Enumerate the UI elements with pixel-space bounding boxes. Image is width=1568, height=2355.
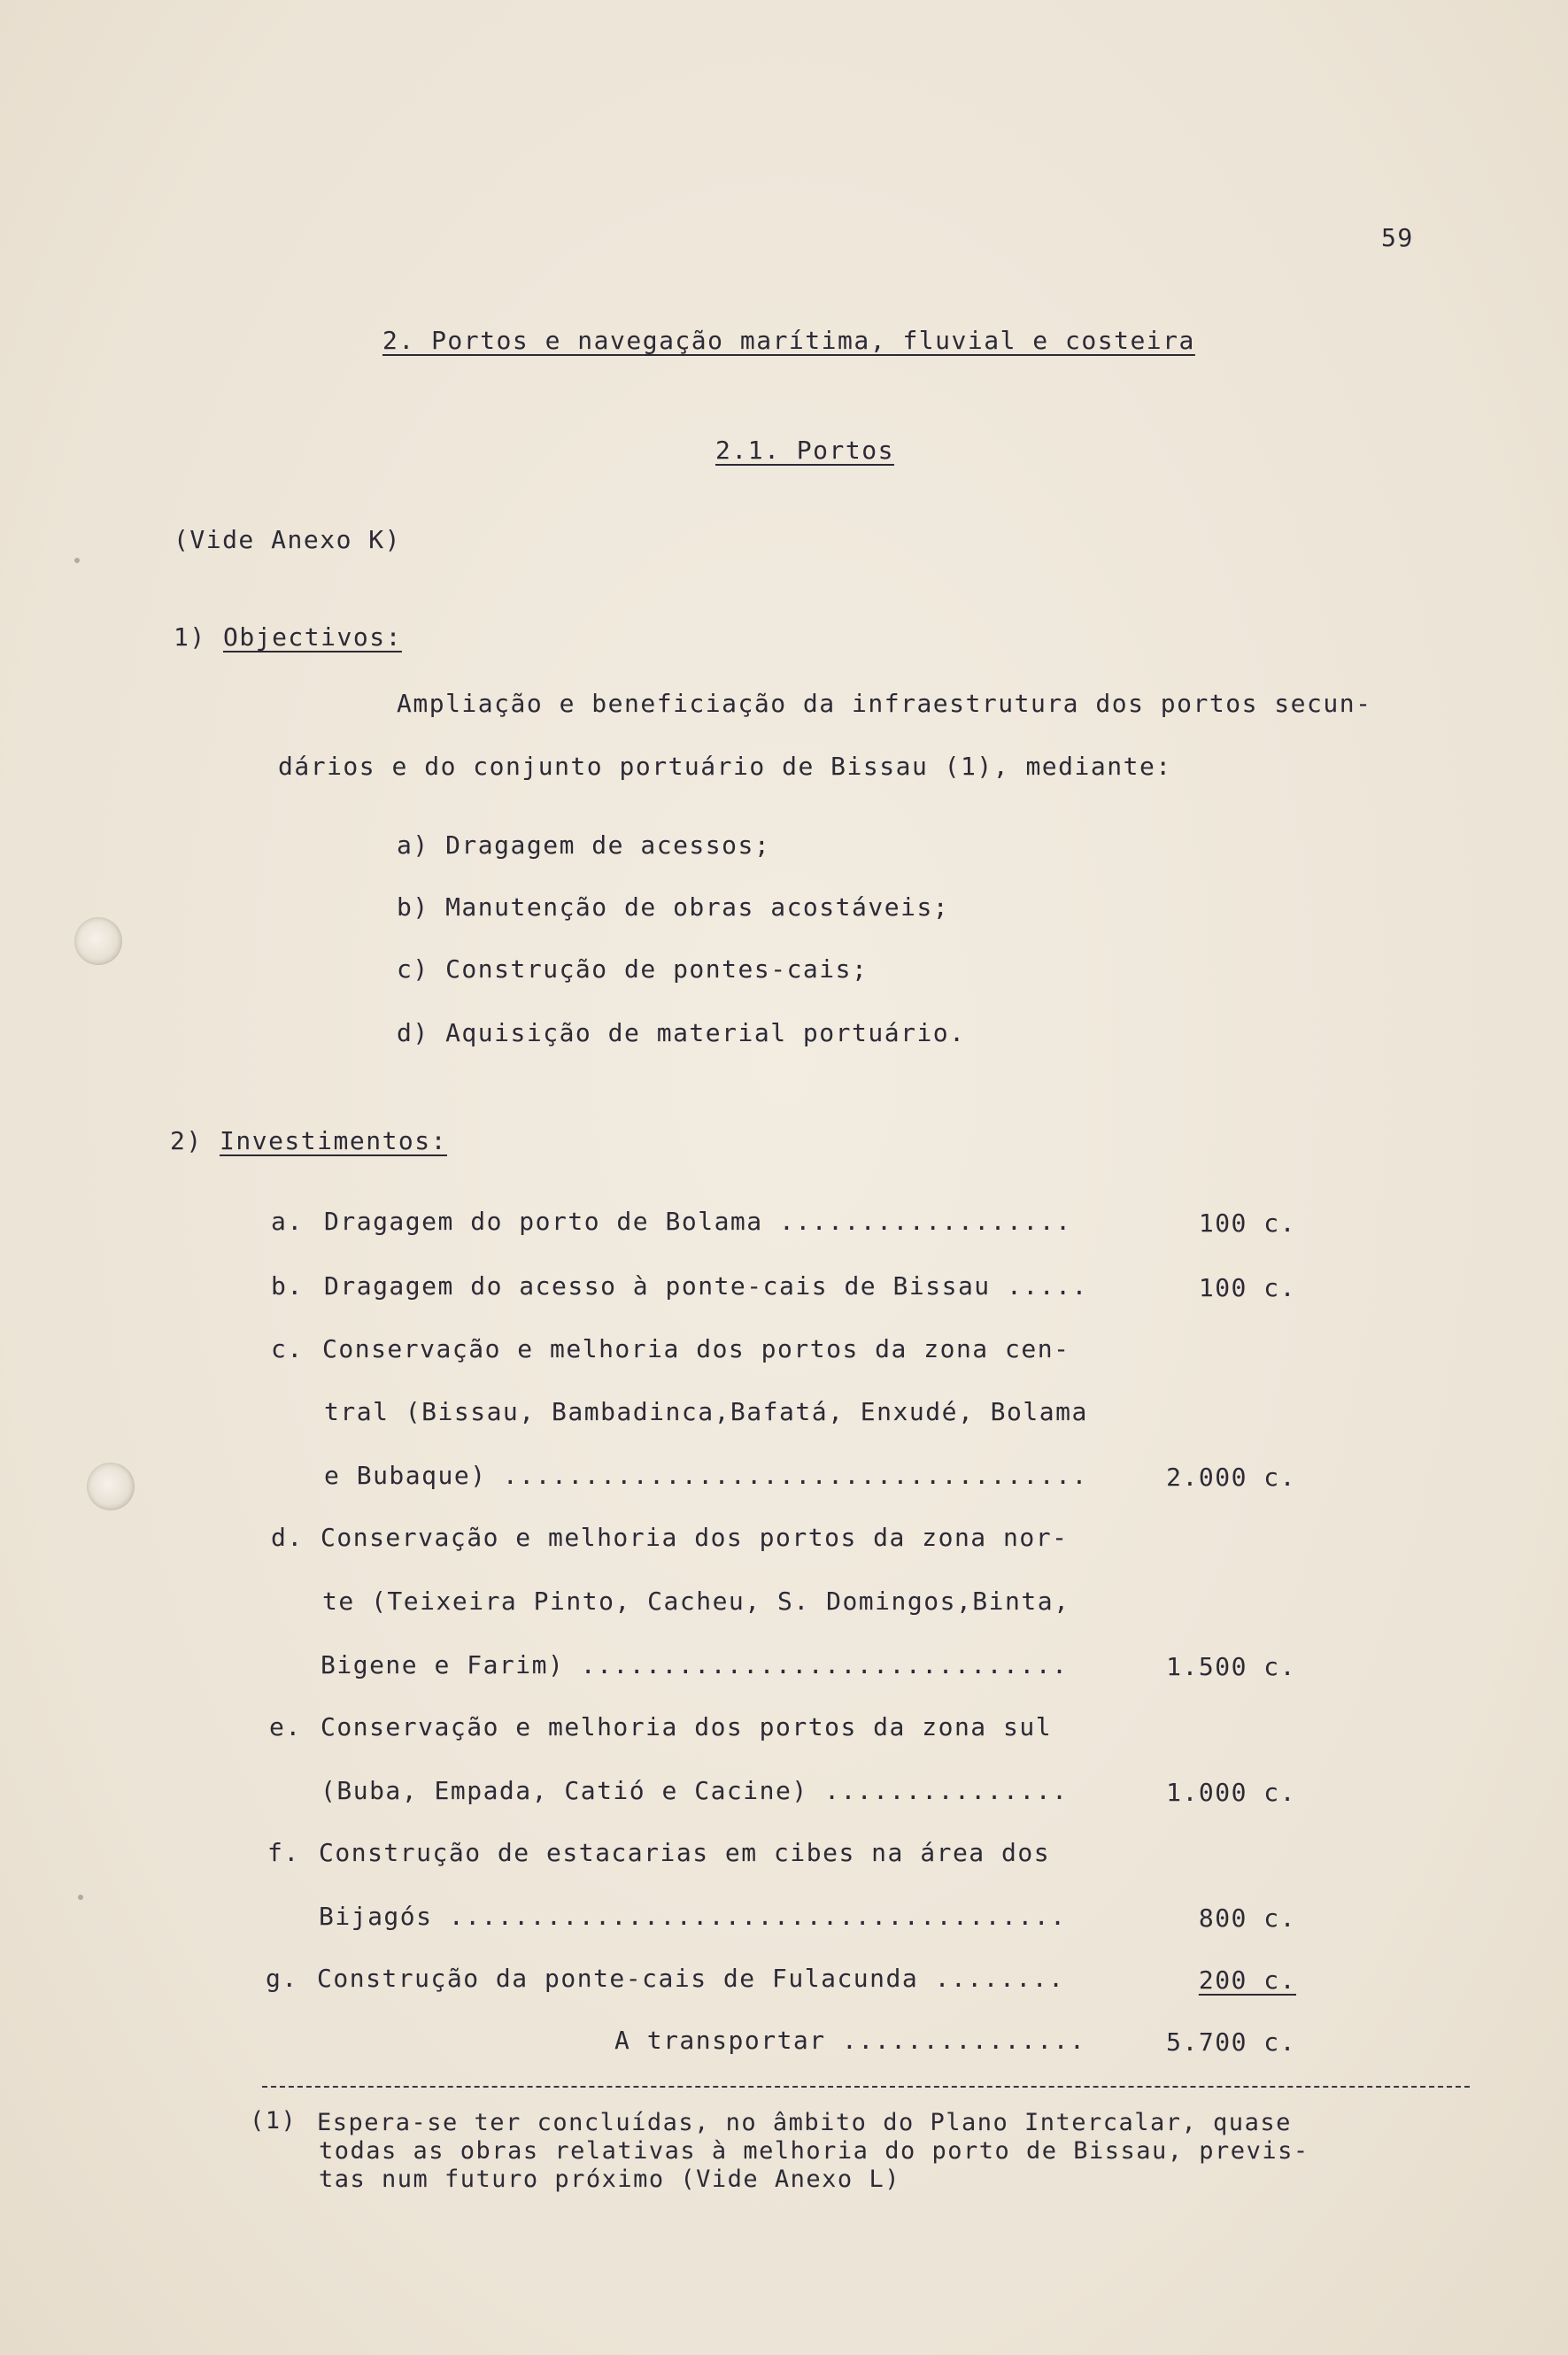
investment-amount: 800 c. — [1198, 1903, 1296, 1933]
investment-text: Conservação e melhoria dos portos da zona cen- — [322, 1334, 1070, 1363]
subsection-heading: 2.1. Portos — [715, 436, 894, 465]
speck — [74, 558, 80, 563]
objectives-number: 1) — [174, 622, 206, 652]
punch-hole-top — [74, 917, 122, 965]
objective-item: d) Aquisição de material portuário. — [397, 1018, 966, 1047]
investment-letter: d. — [271, 1523, 304, 1552]
investment-text: Dragagem do acesso à ponte-cais de Bissau ..... — [324, 1271, 1088, 1301]
footnote-line: tas num futuro próximo (Vide Anexo L) — [319, 2166, 900, 2193]
objectives-text-line-2: dários e do conjunto portuário de Bissau (1), mediante: — [278, 752, 1172, 781]
investment-amount: 1.000 c. — [1166, 1778, 1296, 1807]
punch-hole-bottom — [87, 1463, 135, 1510]
investment-amount: 100 c. — [1198, 1273, 1296, 1302]
investment-amount: 1.500 c. — [1166, 1652, 1296, 1681]
investment-text: tral (Bissau, Bambadinca,Bafatá, Enxudé, Bolama — [324, 1397, 1088, 1426]
investment-text: te (Teixeira Pinto, Cacheu, S. Domingos,Binta, — [322, 1587, 1070, 1616]
investment-text: (Buba, Empada, Catió e Cacine) ............... — [321, 1776, 1069, 1805]
footnote-separator — [262, 2086, 1470, 2088]
investments-number: 2) — [170, 1126, 203, 1155]
investment-text: Construção da ponte-cais de Fulacunda ........ — [317, 1964, 1065, 1993]
objectives-title: Objectivos: — [223, 622, 402, 652]
investment-text: Conservação e melhoria dos portos da zona nor- — [321, 1523, 1069, 1552]
total-amount: 5.700 c. — [1166, 2027, 1296, 2057]
investment-amount: 100 c. — [1198, 1208, 1296, 1238]
objective-item: b) Manutenção de obras acostáveis; — [397, 892, 950, 922]
investment-amount: 2.000 c. — [1166, 1463, 1296, 1492]
investment-letter: a. — [271, 1207, 304, 1236]
investment-text: Dragagem do porto de Bolama .................. — [324, 1207, 1072, 1236]
annex-reference: (Vide Anexo K) — [174, 525, 402, 554]
objective-item: a) Dragagem de acessos; — [397, 830, 771, 860]
footnote-line: Espera-se ter concluídas, no âmbito do Plano Intercalar, quase — [317, 2109, 1292, 2136]
investment-text: Bigene e Farim) .............................. — [321, 1650, 1069, 1679]
investment-letter: e. — [269, 1712, 302, 1741]
investment-text: Conservação e melhoria dos portos da zona sul — [321, 1712, 1053, 1741]
section-heading: 2. Portos e navegação marítima, fluvial e costeira — [382, 326, 1195, 355]
total-label: A transportar ............... — [614, 2026, 1086, 2055]
objectives-text-line-1: Ampliação e beneficiação da infraestrutura dos portos secun- — [397, 689, 1372, 718]
objective-item: c) Construção de pontes-cais; — [397, 954, 869, 984]
investment-letter: g. — [266, 1964, 298, 1993]
investment-text: Bijagós ...................................... — [319, 1902, 1067, 1931]
investment-letter: f. — [267, 1838, 300, 1867]
investment-letter: b. — [271, 1271, 304, 1301]
page-number: 59 — [1381, 223, 1414, 252]
investments-title: Investimentos: — [220, 1126, 448, 1155]
investment-amount: 200 c. — [1198, 1965, 1296, 1995]
investment-text: Construção de estacarias em cibes na área dos — [319, 1838, 1051, 1867]
footnote-mark: (1) — [250, 2107, 297, 2135]
investment-text: e Bubaque) .................................... — [324, 1461, 1088, 1490]
footnote-line: todas as obras relativas à melhoria do porto de Bissau, previs- — [319, 2137, 1309, 2165]
investment-letter: c. — [271, 1334, 304, 1363]
speck — [78, 1895, 83, 1900]
